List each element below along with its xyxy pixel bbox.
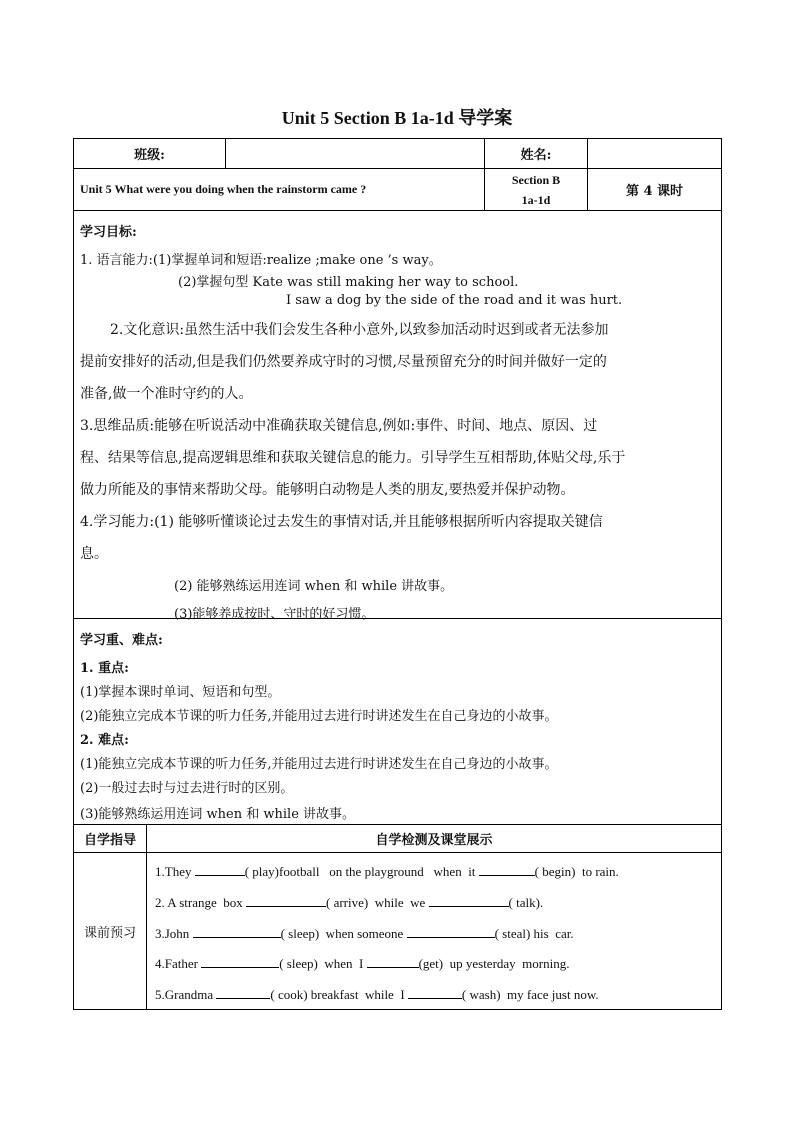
- key-points-cell: [74, 619, 722, 825]
- objective-learning-1: 4.学习能力:(1) 能够听懂谈论过去发生的事情对话,并且能够根据所听内容提取关键信: [80, 514, 603, 530]
- objective-learning-2: 息。: [80, 546, 108, 562]
- objective-learning-3: (2) 能够熟练运用连词 when 和 while 讲故事。: [174, 579, 454, 594]
- objective-language-2: (2)掌握句型 Kate was still making her way to school.: [178, 275, 519, 290]
- exercise-5: 5.Grandma ( cook) breakfast while I ( wash) my face just now.: [155, 987, 599, 1002]
- objectives-cell: [74, 211, 722, 622]
- objective-culture-1: 2.文化意识:虽然生活中我们会发生各种小意外,以致参加活动时迟到或者无法参加: [110, 322, 609, 338]
- section-name: Section B: [511, 172, 561, 187]
- page-title: Unit 5 Section B 1a-1d 导学案: [281, 108, 513, 128]
- objective-culture-3: 准备,做一个准时守约的人。: [80, 386, 253, 402]
- study-guide-table: [73, 138, 722, 1010]
- focus-item-1: (1)掌握本课时单词、短语和句型。: [80, 685, 281, 700]
- objective-thinking-3: 做力所能及的事情来帮助父母。能够明白动物是人类的朋友,要热爱并保护动物。: [80, 482, 575, 498]
- exercise-4-blank-1[interactable]: [201, 955, 279, 968]
- preview-label-cell: [74, 853, 147, 1010]
- exercise-4-blank-2[interactable]: [367, 955, 419, 968]
- exercise-3-blank-1[interactable]: [193, 925, 281, 938]
- class-label-cell: [74, 139, 226, 169]
- exercise-3: 3.John ( sleep) when someone ( steal) his car.: [155, 926, 574, 941]
- class-value-cell[interactable]: [226, 139, 485, 169]
- objective-thinking-1: 3.思维品质:能够在听说活动中准确获取关键信息,例如:事件、时间、地点、原因、过: [80, 418, 598, 434]
- exercise-3-blank-2[interactable]: [407, 925, 495, 938]
- objectives-heading: 学习目标:: [80, 225, 137, 240]
- difficulty-item-1: (1)能独立完成本节课的听力任务,并能用过去进行时讲述发生在自己身边的小故事。: [80, 757, 558, 772]
- guide-label-cell: [74, 825, 147, 853]
- exercise-5-blank-1[interactable]: [216, 986, 270, 999]
- unit-question-cell: [74, 169, 485, 211]
- objective-learning-4: (3)能够养成按时、守时的好习惯。: [174, 607, 375, 622]
- exercise-2: 2. A strange box ( arrive) while we ( talk).: [155, 895, 544, 910]
- section-range: 1a-1d: [521, 192, 551, 207]
- exercise-1: 1.They ( play)football on the playground when it ( begin) to rain.: [155, 864, 619, 879]
- key-points-heading: 学习重、难点:: [80, 633, 163, 648]
- objective-language-3: I saw a dog by the side of the road and it was hurt.: [286, 293, 623, 308]
- objective-thinking-2: 程、结果等信息,提高逻辑思维和获取关键信息的能力。引导学生互相帮助,体贴父母,乐于: [80, 450, 626, 466]
- lesson-number: 第 4 课时: [625, 184, 684, 199]
- focus-title: 1. 重点:: [80, 661, 129, 676]
- lesson-cell: [588, 169, 722, 211]
- exercise-1-blank-1[interactable]: [195, 863, 245, 876]
- exercise-1-blank-2[interactable]: [479, 863, 535, 876]
- check-label-cell: [147, 825, 722, 853]
- objective-language-1: 1. 语言能力:(1)掌握单词和短语:realize ;make one ’s way。: [80, 253, 442, 268]
- exercises-cell: [147, 853, 722, 1010]
- name-label: 姓名:: [520, 148, 552, 163]
- guide-label: 自学指导: [83, 833, 136, 848]
- exercise-5-blank-2[interactable]: [408, 986, 462, 999]
- preview-label: 课前预习: [83, 925, 136, 941]
- class-label: 班级:: [134, 148, 165, 163]
- difficulty-title: 2. 难点:: [80, 733, 129, 748]
- name-value-cell[interactable]: [588, 139, 722, 169]
- unit-question: Unit 5 What were you doing when the rainstorm came ?: [80, 182, 367, 196]
- exercise-2-blank-2[interactable]: [429, 894, 509, 907]
- exercise-2-blank-1[interactable]: [246, 894, 326, 907]
- name-label-cell: [485, 139, 588, 169]
- focus-item-2: (2)能独立完成本节课的听力任务,并能用过去进行时讲述发生在自己身边的小故事。: [80, 709, 558, 724]
- exercise-4: 4.Father ( sleep) when I (get) up yesterday morning.: [155, 956, 570, 971]
- check-label: 自学检测及课堂展示: [375, 833, 493, 848]
- difficulty-item-2: (2)一般过去时与过去进行时的区别。: [80, 781, 294, 796]
- objective-culture-2: 提前安排好的活动,但是我们仍然要养成守时的习惯,尽量预留充分的时间并做好一定的: [80, 354, 607, 370]
- difficulty-item-3: (3)能够熟练运用连词 when 和 while 讲故事。: [80, 807, 356, 822]
- section-cell: [485, 169, 588, 211]
